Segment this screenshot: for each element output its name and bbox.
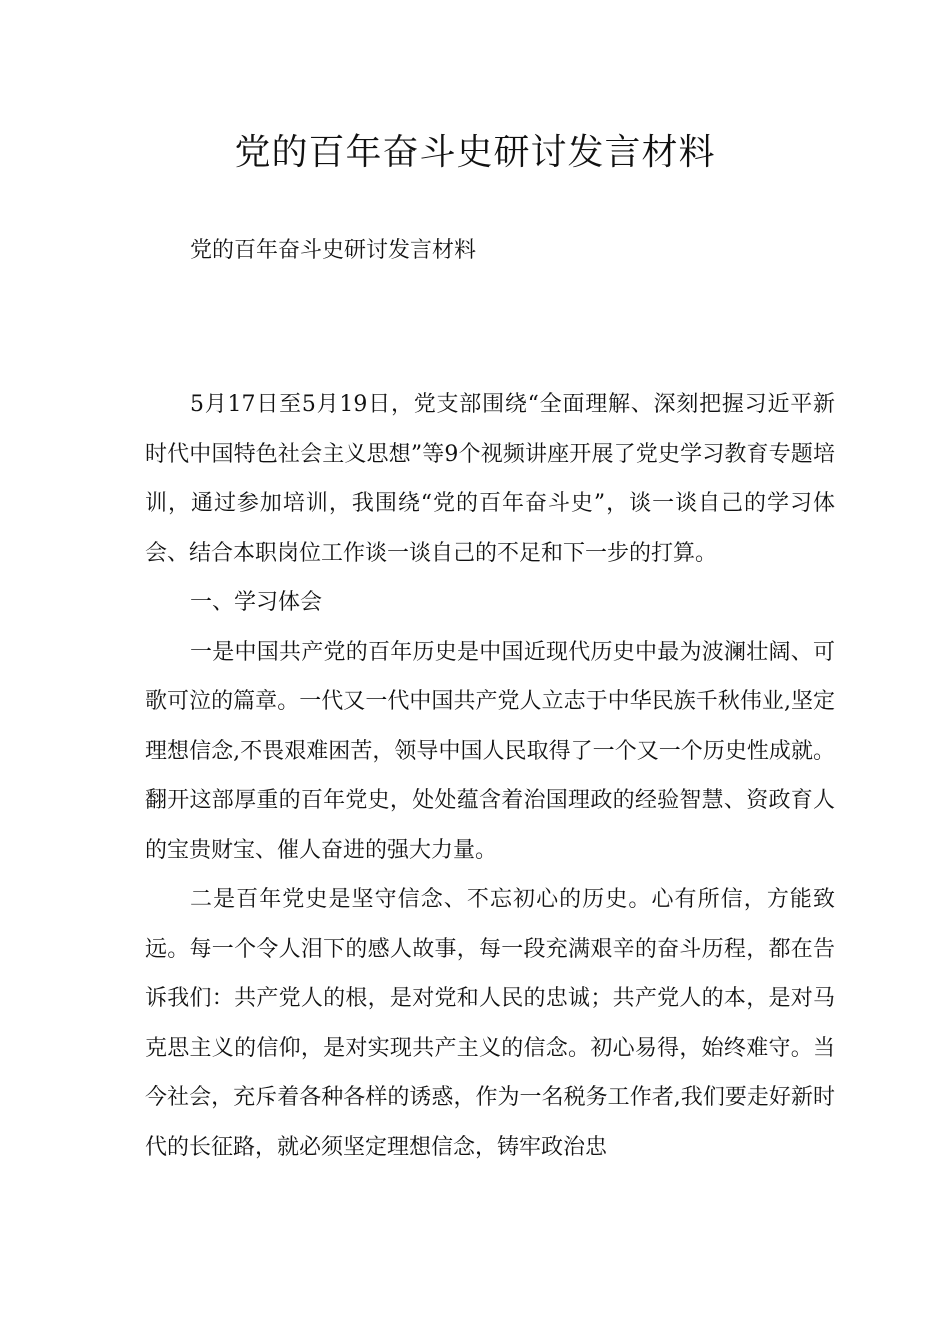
document-body — [145, 380, 835, 1172]
document-title: 党的百年奋斗史研讨发言材料 — [234, 132, 716, 173]
document-subtitle: 党的百年奋斗史研讨发言材料 — [190, 238, 477, 263]
section-heading: 一、学习体会 — [190, 590, 323, 615]
paragraph-point-two: 二是百年党史是坚守信念、不忘初心的历史。心有所信，方能致远。每一个令人泪下的感人故事，每一段充满艰辛的奋斗历程，都在告诉我们：共产党人的根，是对党和人民的忠诚；共产党人的本，是对马克思主义的信仰，是对实现共产主义的信念。初心易得，始终难守。当今社会，充斥着各种各样的诱惑，作为一名税务工作者,我们要走好新时代的长征路，就必须坚定理想信念，铸牢政治忠 — [145, 887, 835, 1160]
paragraph-point-one: 一是中国共产党的百年历史是中国近现代历史中最为波澜壮阔、可歌可泣的篇章。一代又一代中国共产党人立志于中华民族千秋伟业,坚定理想信念,不畏艰难困苦，领导中国人民取得了一个又一个历史性成就。翻开这部厚重的百年党史，处处蕴含着治国理政的经验智慧、资政育人的宝贵财宝、催人奋进的强大力量。 — [145, 639, 835, 863]
paragraph-intro: 5月17日至5月19日，党支部围绕“全面理解、深刻把握习近平新时代中国特色社会主义思想”等9个视频讲座开展了党史学习教育专题培训，通过参加培训，我围绕“党的百年奋斗史”，谈一谈自己的学习体会、结合本职岗位工作谈一谈自己的不足和下一步的打算。 — [145, 392, 835, 566]
